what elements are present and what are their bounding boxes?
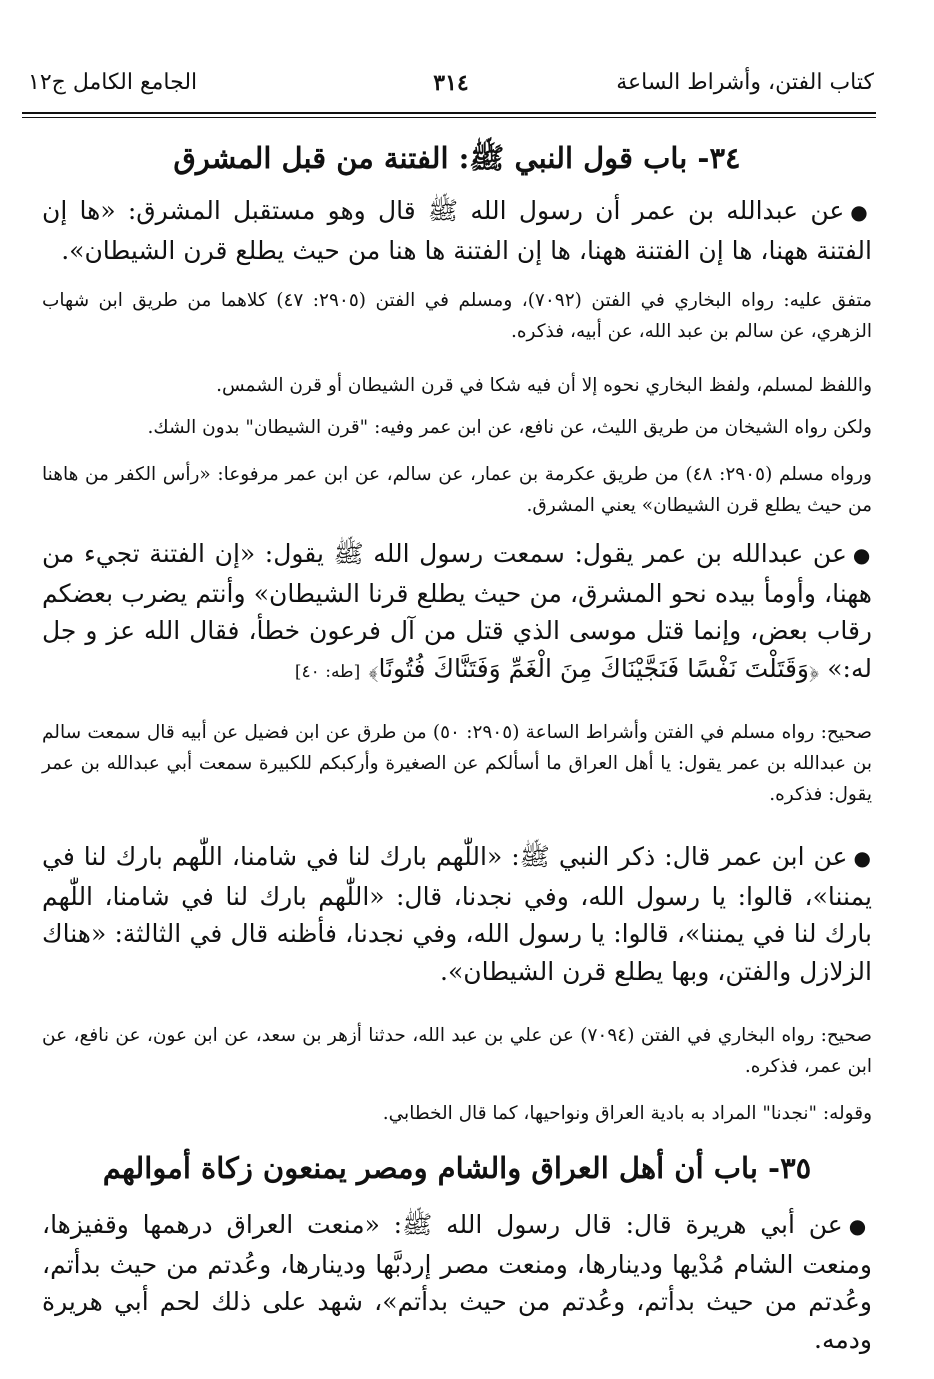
hadith-paragraph bbox=[42, 192, 872, 269]
book-title: الجامع الكامل ج١٢ bbox=[28, 70, 198, 95]
hadith-paragraph bbox=[42, 535, 872, 691]
quran-verse: ﴿وَقَتَلْتَ نَفْسًا فَنَجَّيْنَاكَ مِنَ الْغَمِّ وَفَتَنَّاكَ فُتُونًا﴾ bbox=[368, 653, 820, 683]
bullet-icon: ● bbox=[848, 1214, 872, 1238]
header-rule-thin bbox=[22, 117, 876, 118]
bullet-icon: ● bbox=[850, 200, 872, 224]
takhrij-note: وقوله: "نجدنا" المراد به بادية العراق ونواحيها، كما قال الخطابي. bbox=[382, 1103, 872, 1124]
hadith-text: عن أبي هريرة قال: قال رسول الله ﷺ: «منعت العراق درهمها وقفيزها، ومنعت الشام مُدْيها ودينارها، ومنعت مصر إردبَّها ودينارها، وعُدتم من حيث بدأتم، وعُدتم من حيث بدأتم، وعُدتم من حيث بدأتم»، شهد على ذلك لحم أبي هريرة ودمه. bbox=[42, 1210, 872, 1354]
section-heading-34: ٣٤- باب قول النبي ﷺ: الفتنة من قبل المشرق bbox=[173, 141, 741, 175]
chapter-title: كتاب الفتن، وأشراط الساعة bbox=[616, 70, 874, 95]
takhrij-note: صحيح: رواه البخاري في الفتن (٧٠٩٤) عن علي بن عبد الله، حدثنا أزهر بن سعد، عن ابن عون، عن نافع، عن ابن عمر، فذكره. bbox=[42, 1025, 872, 1077]
takhrij-note: صحيح: رواه مسلم في الفتن وأشراط الساعة (٢٩٠٥: ٥٠) من طرق عن ابن فضيل عن أبيه قال سمعت سالم بن عبدالله بن عمر يقول: يا أهل العراق ما أسألكم عن الصغيرة وأركبكم للكبيرة سمعت أبي عبدالله بن عمر يقول: فذكره. bbox=[42, 722, 873, 805]
hadith-paragraph bbox=[42, 1206, 872, 1358]
takhrij-note: ورواه مسلم (٢٩٠٥: ٤٨) من طريق عكرمة بن عمار، عن سالم، عن ابن عمر مرفوعا: «رأس الكفر من هاهنا من حيث يطلع قرن الشيطان» يعني المشرق. bbox=[42, 464, 872, 516]
verse-reference: [طه: ٤٠] bbox=[294, 661, 361, 682]
bullet-icon: ● bbox=[852, 543, 872, 567]
section-heading-35: ٣٥- باب أن أهل العراق والشام ومصر يمنعون زكاة أموالهم bbox=[102, 1151, 812, 1185]
header-rule-thick bbox=[22, 112, 876, 114]
hadith-text: عن عبدالله بن عمر يقول: سمعت رسول الله ﷺ يقول: «إن الفتنة تجيء من ههنا، وأومأ بيده نحو المشرق، من حيث يطلع قرنا الشيطان» وأنتم يضرب بعضكم رقاب بعض، وإنما قتل موسى الذي قتل من آل فرعون خطأ، فقال الله عز و جل له:» bbox=[42, 539, 872, 683]
takhrij-note: متفق عليه: رواه البخاري في الفتن (٧٠٩٢)، ومسلم في الفتن (٢٩٠٥: ٤٧) كلاهما من طريق ابن شهاب الزهري، عن سالم بن عبد الله، عن أبيه، فذكره. bbox=[42, 290, 872, 342]
hadith-text: عن عبدالله بن عمر أن رسول الله ﷺ قال وهو مستقبل المشرق: «ها إن الفتنة ههنا، ها إن الفتنة ههنا، ها إن الفتنة ها هنا من حيث يطلع قرن الشيطان». bbox=[42, 196, 872, 265]
page-number: ٣١٤ bbox=[433, 70, 469, 96]
takhrij-note: ولكن رواه الشيخان من طريق الليث، عن نافع، عن ابن عمر وفيه: "قرن الشيطان" بدون الشك. bbox=[147, 417, 872, 438]
takhrij-note: واللفظ لمسلم، ولفظ البخاري نحوه إلا أن فيه شكا في قرن الشيطان أو قرن الشمس. bbox=[216, 375, 872, 396]
running-header bbox=[28, 70, 874, 110]
hadith-paragraph bbox=[42, 838, 872, 990]
hadith-text: عن ابن عمر قال: ذكر النبي ﷺ: «اللّٰهم بارك لنا في شامنا، اللّٰهم بارك لنا في يمننا»، قالوا: يا رسول الله، وفي نجدنا، قال: «اللّٰهم بارك لنا في شامنا، اللّٰهم بارك لنا في يمننا»، قالوا: يا رسول الله، وفي نجدنا، فأظنه قال في الثالثة: «هناك الزلازل والفتن، وبها يطلع قرن الشيطان». bbox=[42, 842, 872, 986]
bullet-icon: ● bbox=[853, 846, 873, 870]
